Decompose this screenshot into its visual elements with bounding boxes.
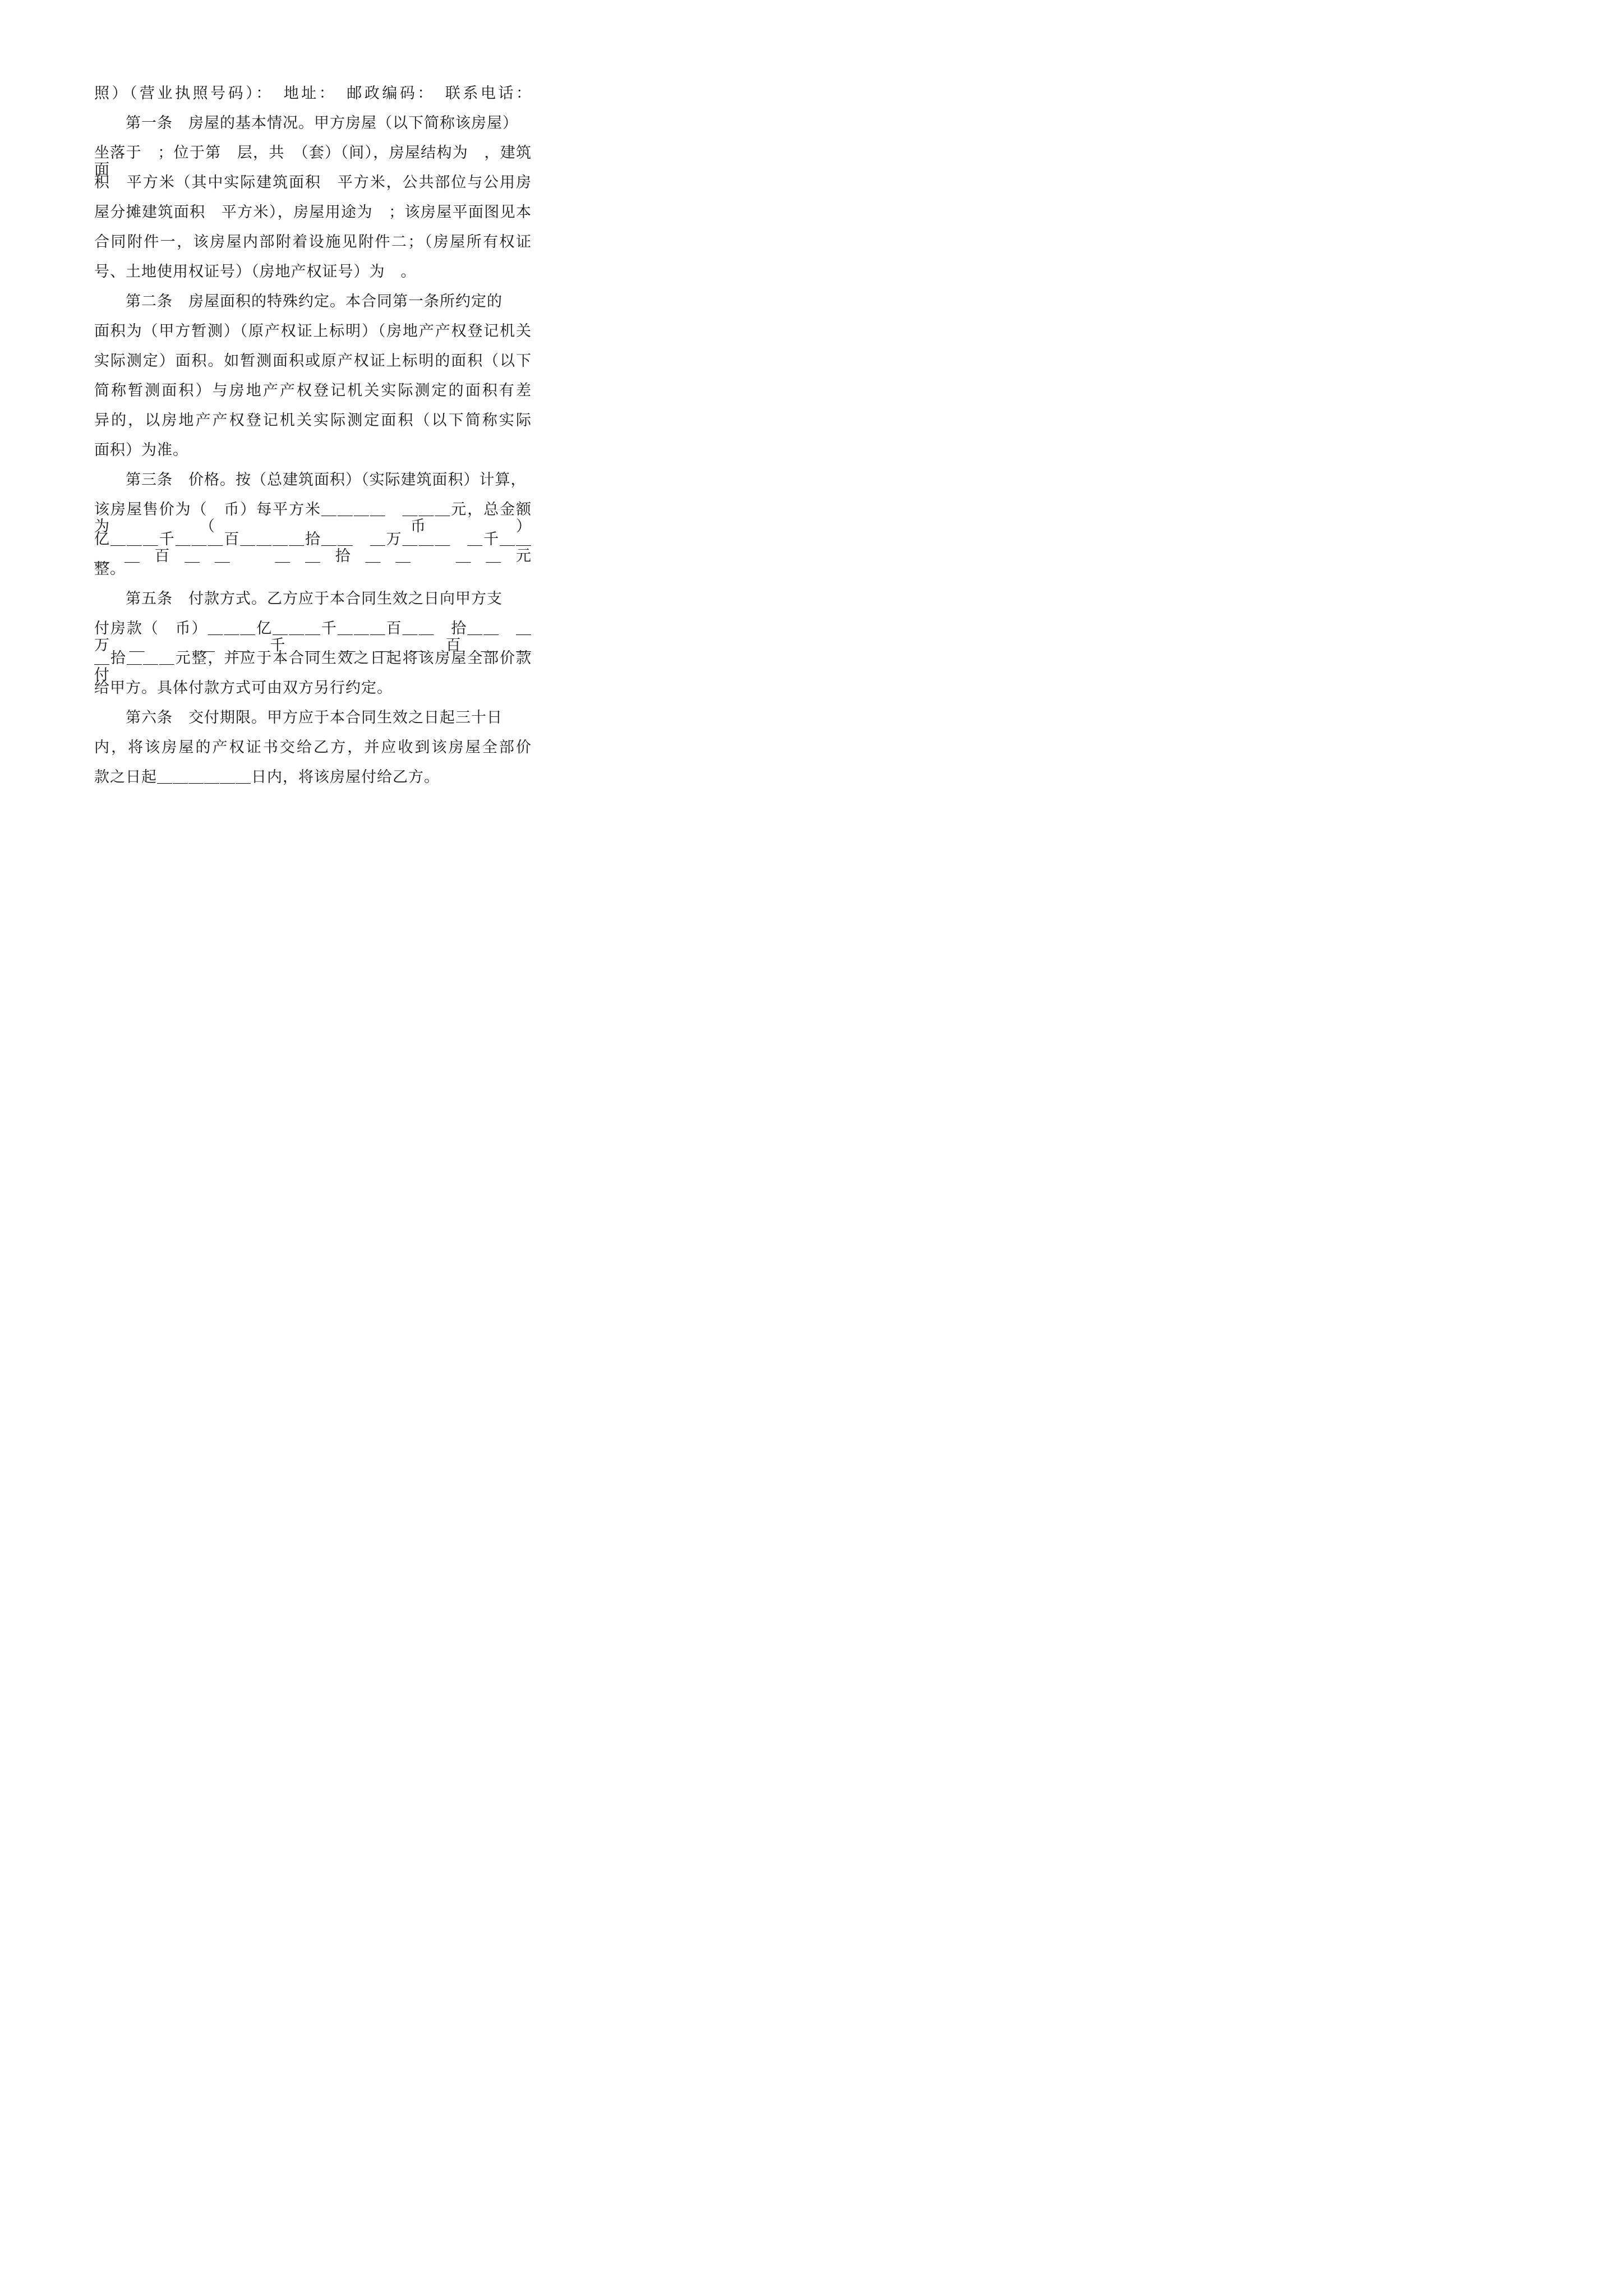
text-line: 整。 bbox=[94, 560, 126, 578]
document-page bbox=[0, 0, 617, 872]
article-5-heading-line: 第五条 付款方式。乙方应于本合同生效之日向甲方支 bbox=[94, 590, 502, 608]
text-line: ＿拾＿＿＿元整，并应于本合同生效之日起将该房屋全部价款付 bbox=[94, 650, 532, 684]
text-line: 实际测定）面积。如暂测面积或原产权证上标明的面积（以下 bbox=[94, 352, 532, 370]
text-line: 简称暂测面积）与房地产产权登记机关实际测定的面积有差 bbox=[94, 382, 532, 399]
text-line: 合同附件一，该房屋内部附着设施见附件二；（房屋所有权证 bbox=[94, 233, 532, 251]
text-line: 积 平方米（其中实际建筑面积 平方米，公共部位与公用房 bbox=[94, 174, 532, 191]
text-line: 面积）为准。 bbox=[94, 441, 188, 459]
text-line: 号、土地使用权证号）（房地产权证号）为 。 bbox=[94, 263, 417, 280]
text-line: 付房款（ 币）＿＿＿亿＿＿＿千＿＿＿百＿＿ 拾＿＿ ＿ 万＿ ＿＿千＿＿＿＿百＿＿ bbox=[94, 620, 547, 654]
text-line: 内，将该房屋的产权证书交给乙方，并应收到该房屋全部价 bbox=[94, 739, 532, 756]
article-1-heading-line: 第一条 房屋的基本情况。甲方房屋（以下简称该房屋） bbox=[94, 114, 518, 132]
article-6-heading-line: 第六条 交付期限。甲方应于本合同生效之日起三十日 bbox=[94, 709, 502, 726]
text-line: 坐落于 ；位于第 层，共 （套）（间），房屋结构为 ，建筑面 bbox=[94, 144, 532, 178]
article-2-heading-line: 第二条 房屋面积的特殊约定。本合同第一条所约定的 bbox=[94, 293, 502, 310]
text-line: 异的，以房地产产权登记机关实际测定面积（以下简称实际 bbox=[94, 412, 532, 429]
text-line: 该房屋售价为（ 币）每平方米＿＿＿＿ ＿＿＿元，总金额为（ 币） bbox=[94, 501, 532, 535]
text-line: 亿＿＿＿千＿＿＿百＿＿＿＿拾＿＿ ＿万＿＿＿ ＿千＿＿ ＿＿百＿＿ ＿＿拾＿＿ ＿＿元 bbox=[94, 531, 547, 565]
article-3-heading-line: 第三条 价格。按（总建筑面积）（实际建筑面积）计算， bbox=[94, 471, 527, 489]
text-line: 面积为（甲方暂测）（原产权证上标明）（房地产产权登记机关 bbox=[94, 323, 532, 340]
text-line: 给甲方。具体付款方式可由双方另行约定。 bbox=[94, 679, 393, 697]
text-line: 款之日起＿＿＿＿＿＿日内，将该房屋付给乙方。 bbox=[94, 769, 440, 786]
text-line: 照）（营业执照号码）： 地址： 邮政编码： 联系电话： bbox=[94, 85, 532, 102]
text-line: 屋分摊建筑面积 平方米），房屋用途为 ；该房屋平面图见本 bbox=[94, 204, 532, 221]
